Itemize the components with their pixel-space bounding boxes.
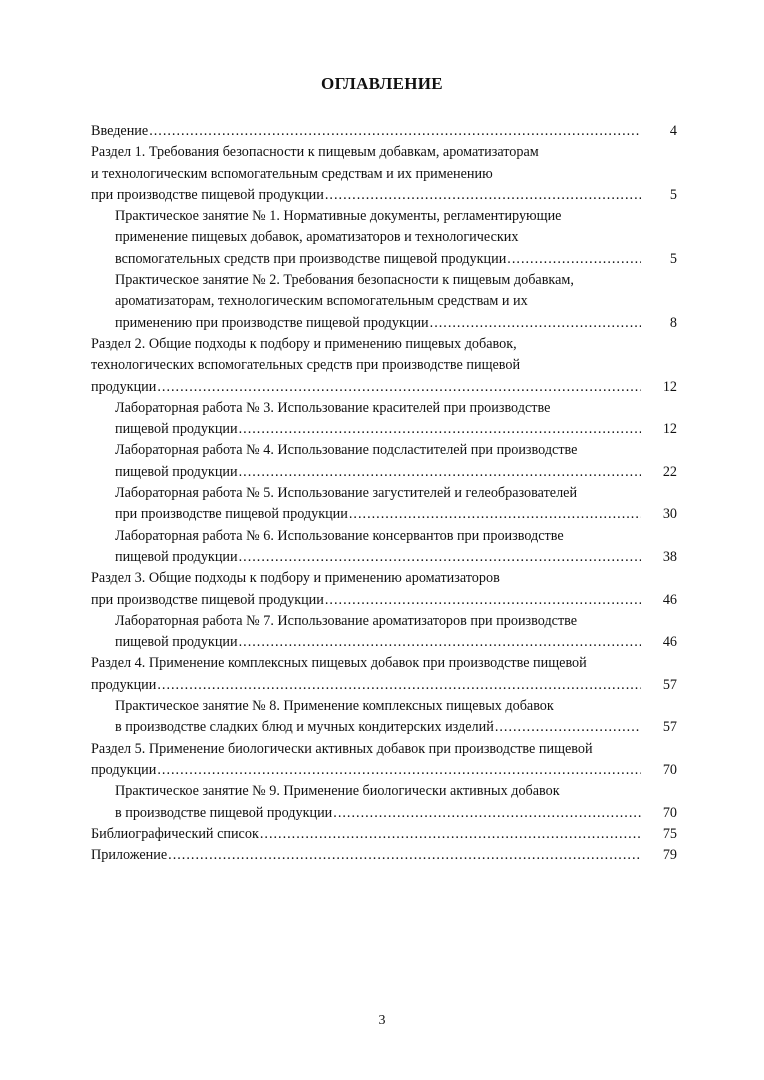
toc-page-number: 46 — [662, 634, 677, 651]
toc-leader-dots — [495, 717, 641, 738]
toc-entry-text: Лабораторная работа № 6. Использование консервантов при производстве — [115, 527, 564, 544]
toc-leader-dots — [157, 377, 641, 398]
toc-entry[interactable] — [91, 611, 677, 654]
toc-entry-text: в производстве сладких блюд и мучных кондитерских изделий — [115, 719, 494, 736]
toc-entry-text: Раздел 3. Общие подходы к подбору и применению ароматизаторов — [91, 570, 500, 587]
toc-leader-dots — [349, 504, 641, 525]
toc-entry-text: Лабораторная работа № 7. Использование ароматизаторов при производстве — [115, 612, 578, 629]
toc-page-number: 57 — [662, 676, 677, 693]
toc-entry-text: Введение — [91, 123, 149, 139]
toc-entry-text: Практическое занятие № 1. Нормативные документы, регламентирующие — [115, 208, 562, 225]
toc-entry-text: Раздел 5. Применение биологически активных добавок при производстве пищевой — [91, 740, 593, 757]
toc-leader-dots — [157, 675, 641, 696]
toc-entry[interactable] — [91, 568, 677, 611]
toc-entry-text: технологических вспомогательных средств при производстве пищевой — [91, 357, 521, 374]
toc-entry-text: ароматизаторам, технологическим вспомогательным средствам и их — [115, 293, 528, 310]
toc-entry-text: пищевой продукции — [115, 463, 238, 480]
toc-entry-text: пищевой продукции — [115, 548, 238, 565]
toc-leader-dots — [157, 760, 641, 781]
toc-entry-text: применение пищевых добавок, ароматизаторов и технологических — [115, 229, 519, 246]
page-title: ОГЛАВЛЕНИЕ — [321, 74, 443, 93]
toc-leader-dots — [239, 632, 641, 653]
toc-leader-dots — [430, 313, 641, 334]
toc-entry-text: Лабораторная работа № 5. Использование загустителей и гелеобразователей — [115, 485, 578, 502]
toc-entry-text: при производстве пищевой продукции — [91, 591, 324, 608]
toc-entry[interactable] — [91, 845, 677, 866]
toc-entry[interactable] — [91, 781, 677, 824]
toc-entry-text: Библиографический список — [91, 825, 259, 842]
toc-page-number: 22 — [662, 463, 677, 480]
toc-entry-text: вспомогательных средств при производстве пищевой продукции — [115, 250, 507, 267]
toc-entry[interactable] — [91, 653, 677, 696]
toc-entry-text: Раздел 4. Применение комплексных пищевых добавок при производстве пищевой — [91, 655, 587, 672]
toc-entry-text: продукции — [91, 378, 157, 395]
toc-page-number: 38 — [662, 548, 677, 565]
toc-entry-text: Лабораторная работа № 3. Использование красителей при производстве — [115, 399, 551, 416]
toc-entry-text: пищевой продукции — [115, 634, 238, 651]
table-of-contents — [91, 121, 677, 866]
toc-leader-dots — [239, 547, 641, 568]
toc-entry-text: продукции — [91, 676, 157, 693]
toc-entry[interactable] — [91, 334, 677, 398]
toc-entry[interactable] — [91, 121, 677, 142]
toc-page-number: 75 — [662, 825, 677, 842]
toc-leader-dots — [239, 462, 641, 483]
toc-entry-text: продукции — [91, 761, 157, 778]
toc-entry-text: Приложение — [91, 847, 168, 864]
toc-entry[interactable] — [91, 739, 677, 782]
toc-page-number: 5 — [669, 186, 677, 203]
toc-entry[interactable] — [91, 398, 677, 441]
toc-leader-dots — [168, 845, 641, 866]
toc-leader-dots — [333, 803, 641, 824]
toc-entry-text: пищевой продукции — [115, 421, 238, 438]
toc-entry-text: в производстве пищевой продукции — [115, 804, 333, 821]
toc-leader-dots — [260, 824, 641, 845]
toc-leader-dots — [325, 185, 641, 206]
toc-page-number: 12 — [662, 421, 677, 438]
toc-page-number: 57 — [662, 719, 677, 736]
toc-entry[interactable] — [91, 206, 677, 270]
page-number: 3 — [378, 1013, 386, 1028]
toc-page-number: 12 — [662, 378, 677, 395]
toc-entry-text: Раздел 1. Требования безопасности к пищевым добавкам, ароматизаторам — [91, 144, 539, 161]
toc-page-number: 70 — [662, 804, 677, 821]
toc-entry-text: Лабораторная работа № 4. Использование подсластителей при производстве — [115, 442, 578, 459]
toc-entry-text: Раздел 2. Общие подходы к подбору и применению пищевых добавок, — [91, 335, 517, 352]
toc-entry[interactable] — [91, 270, 677, 334]
toc-leader-dots — [149, 121, 641, 142]
toc-entry-text: и технологическим вспомогательным средствам и их применению — [91, 165, 493, 182]
toc-leader-dots — [325, 590, 641, 611]
toc-page-number: 8 — [669, 314, 677, 331]
toc-page-number: 5 — [669, 250, 677, 267]
toc-page-number: 79 — [662, 847, 677, 864]
toc-page-number: 30 — [662, 506, 677, 523]
toc-entry[interactable] — [91, 824, 677, 845]
toc-leader-dots — [507, 249, 641, 270]
toc-entry-text: Практическое занятие № 9. Применение биологически активных добавок — [115, 783, 560, 800]
toc-page-number: 70 — [662, 761, 677, 778]
toc-leader-dots — [239, 419, 641, 440]
toc-entry-text: применению при производстве пищевой продукции — [115, 314, 429, 331]
toc-entry[interactable] — [91, 483, 677, 526]
toc-entry[interactable] — [91, 696, 677, 739]
toc-entry[interactable] — [91, 440, 677, 483]
toc-page-number: 46 — [662, 591, 677, 608]
toc-entry-text: Практическое занятие № 8. Применение комплексных пищевых добавок — [115, 698, 554, 715]
toc-page-number: 4 — [669, 123, 677, 139]
toc-entry-text: при производстве пищевой продукции — [115, 506, 348, 523]
toc-entry[interactable] — [91, 526, 677, 569]
toc-entry[interactable] — [91, 142, 677, 206]
toc-entry-text: Практическое занятие № 2. Требования безопасности к пищевым добавкам, — [115, 272, 574, 289]
toc-entry-text: при производстве пищевой продукции — [91, 186, 324, 203]
